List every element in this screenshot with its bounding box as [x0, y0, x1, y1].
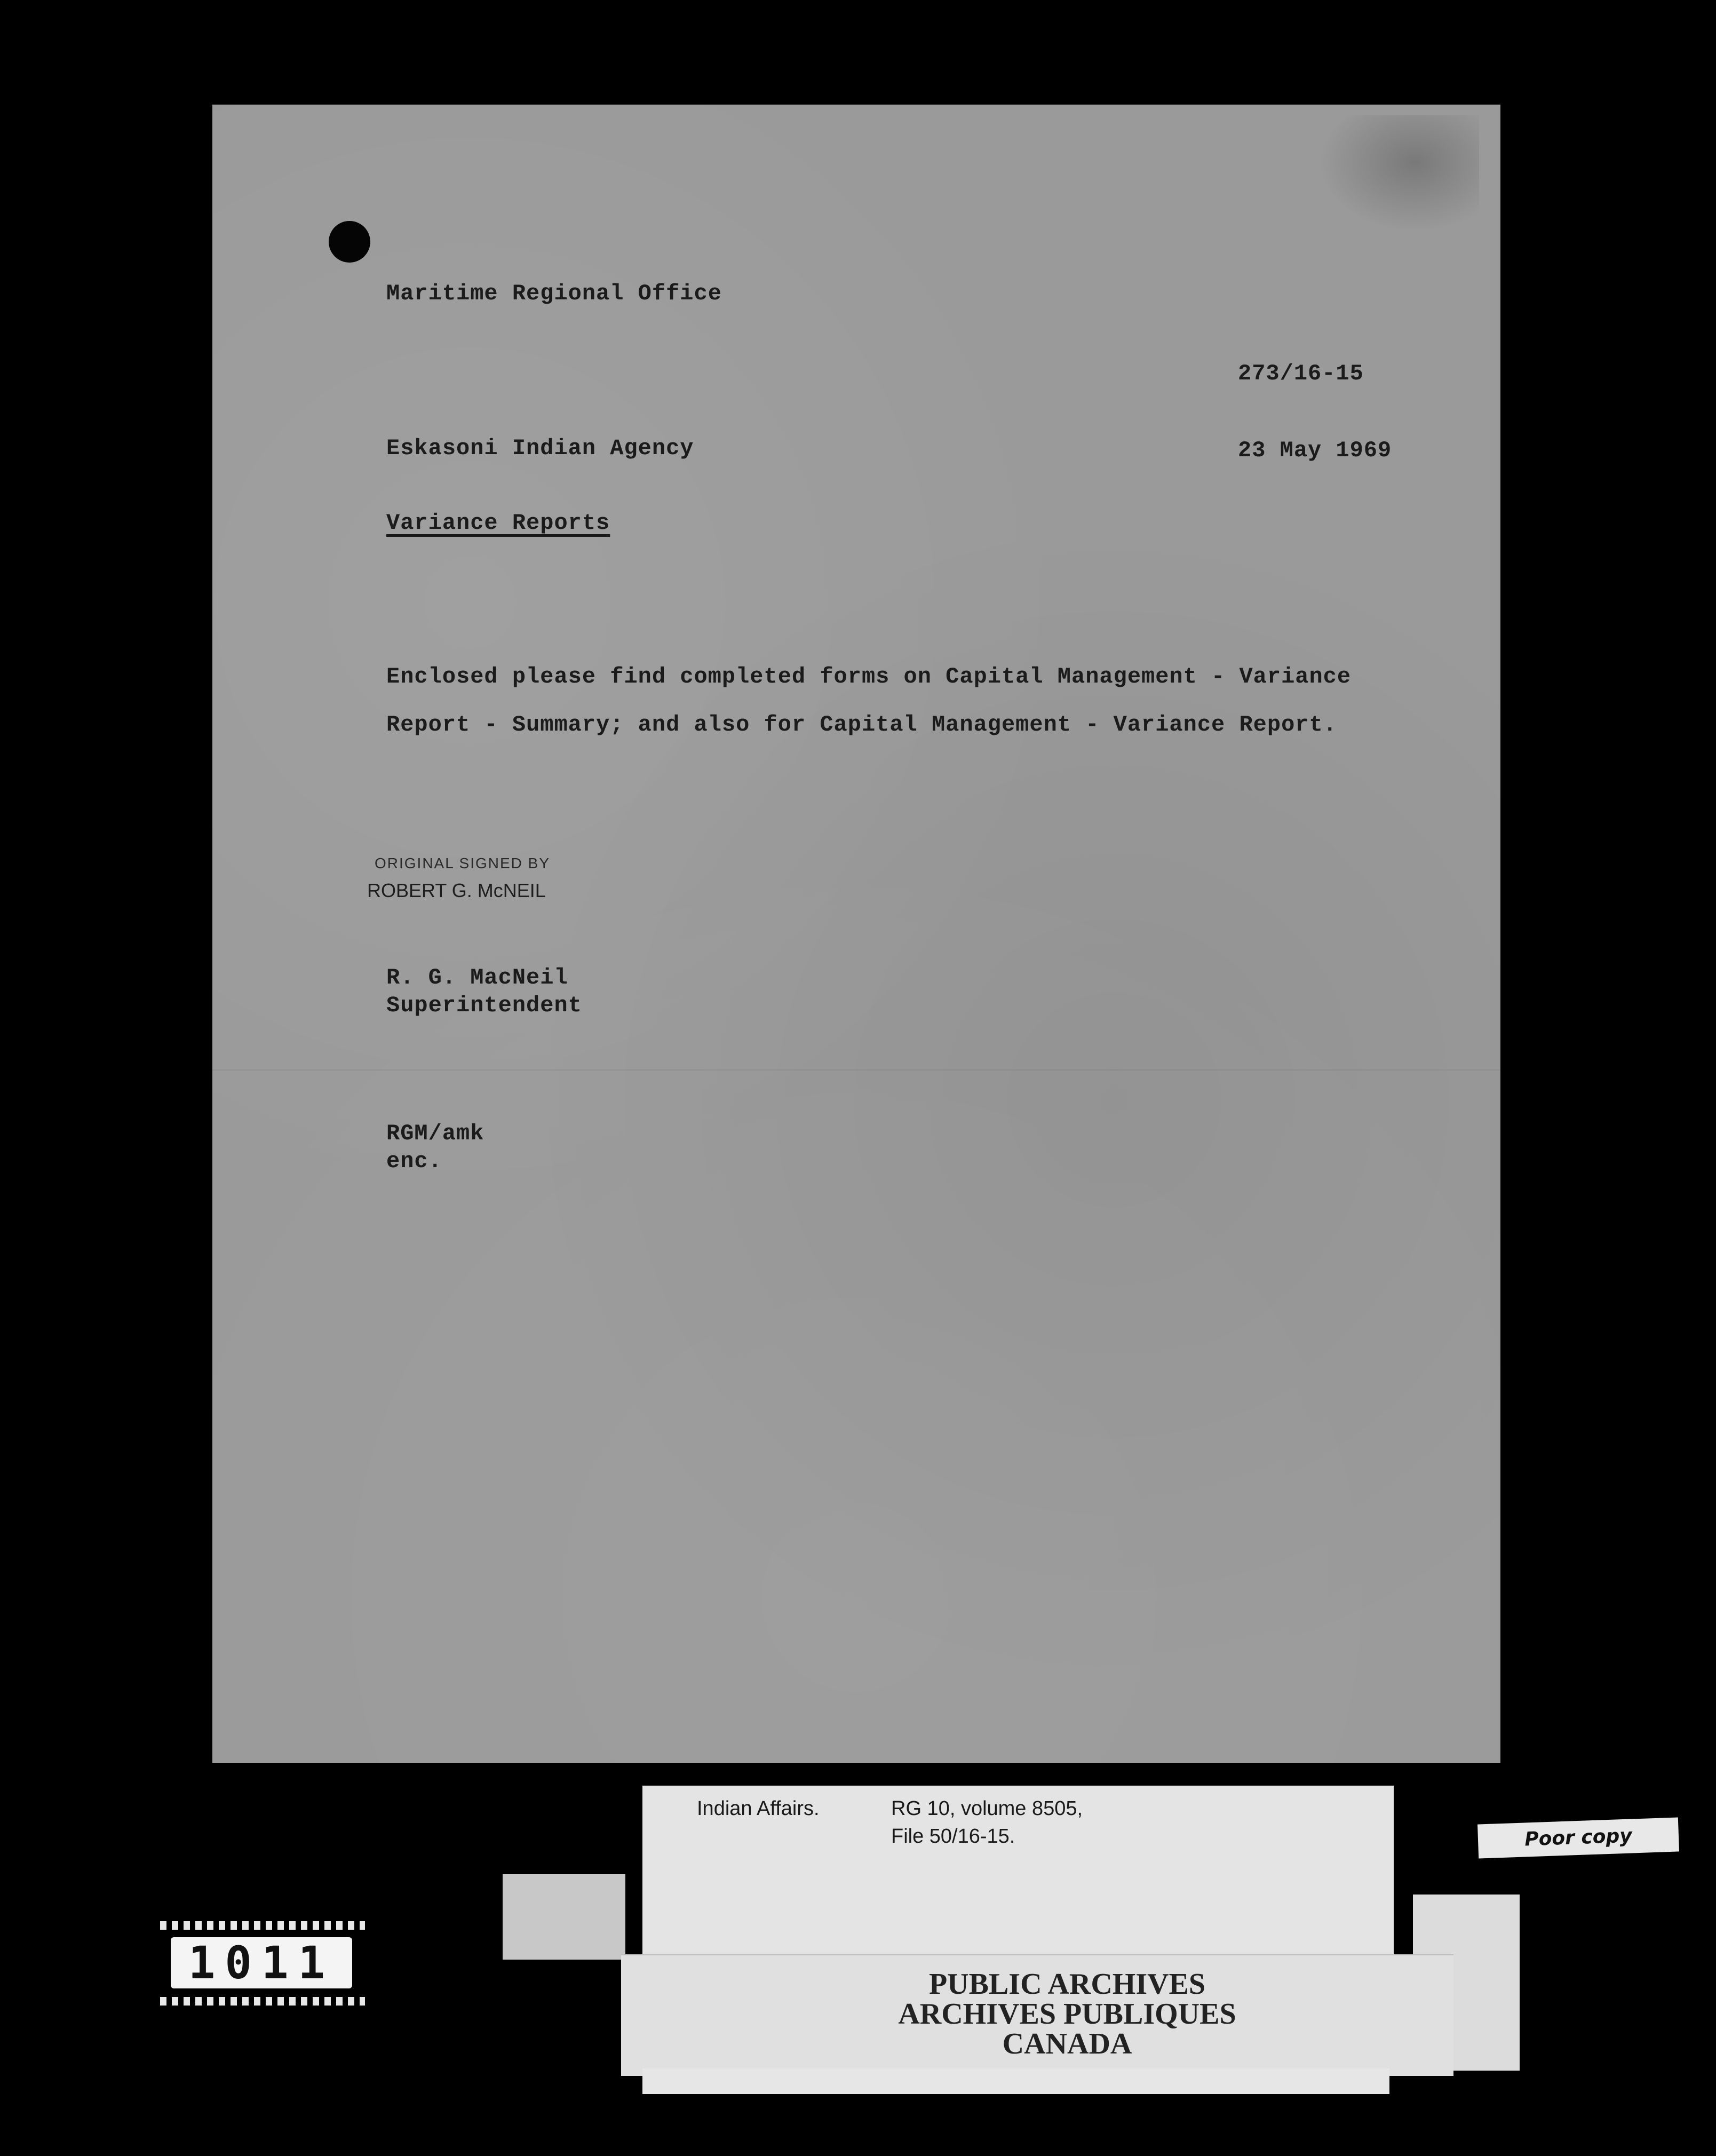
reference-card — [642, 1786, 1394, 1962]
archives-name-fr: ARCHIVES PUBLIQUES — [898, 1998, 1236, 2031]
file-number: 273/16-15 — [1238, 361, 1364, 386]
collection-label: Indian Affairs. — [697, 1797, 820, 1820]
label-card-bottom — [642, 2068, 1389, 2094]
body-line-2: Report - Summary; and also for Capital Management - Variance Report. — [386, 712, 1337, 738]
signatory-title: Superintendent — [386, 993, 582, 1018]
signature-stamp-caption: ORIGINAL SIGNED BY — [375, 855, 551, 871]
fold-line — [212, 1069, 1500, 1071]
addressee: Maritime Regional Office — [386, 281, 722, 306]
label-card-back — [503, 1874, 625, 1960]
enclosure-note: enc. — [386, 1148, 442, 1174]
archives-name-en: PUBLIC ARCHIVES — [928, 1968, 1206, 2001]
archives-country: CANADA — [1002, 2027, 1132, 2060]
punch-hole — [329, 221, 370, 263]
initials: RGM/amk — [386, 1121, 484, 1146]
poor-copy-note: Poor copy — [1477, 1817, 1679, 1858]
signatory-name: R. G. MacNeil — [386, 965, 568, 990]
subject-line: Variance Reports — [386, 510, 610, 536]
archives-stamp — [800, 1969, 1334, 2059]
sender: Eskasoni Indian Agency — [386, 435, 694, 461]
reference-line-2: File 50/16-15. — [891, 1825, 1015, 1848]
film-sprockets-bottom — [160, 1997, 365, 2006]
film-sprockets-top — [160, 1921, 365, 1930]
letter-page — [212, 105, 1500, 1763]
letter-date: 23 May 1969 — [1238, 438, 1392, 463]
film-frame-counter — [160, 1918, 365, 2009]
reference-line-1: RG 10, volume 8505, — [891, 1797, 1083, 1820]
corner-smudge — [1319, 115, 1479, 233]
signature-stamp-name: ROBERT G. McNEIL — [367, 879, 546, 901]
body-line-1: Enclosed please find completed forms on Capital Management - Variance — [386, 664, 1352, 689]
frame-number: 1011 — [171, 1937, 352, 1988]
